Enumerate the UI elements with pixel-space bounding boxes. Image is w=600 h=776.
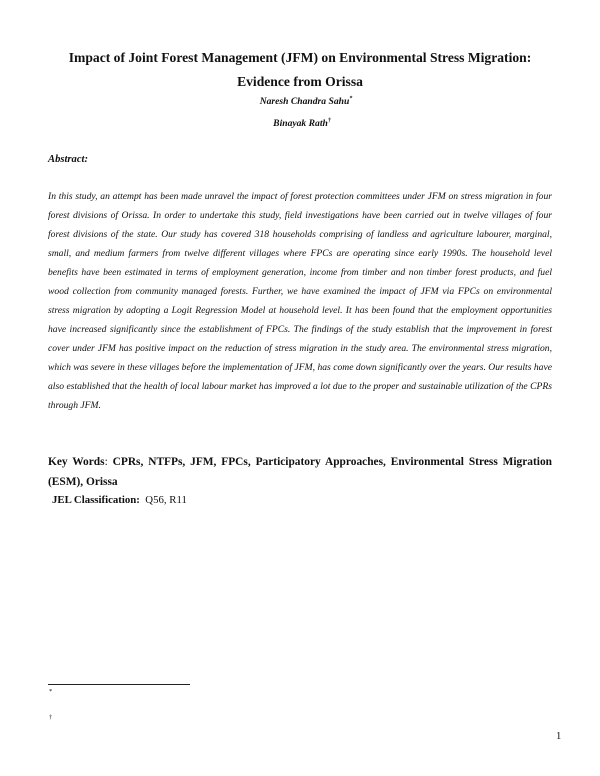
author-footnote-mark: †	[327, 118, 331, 124]
abstract-heading: Abstract:	[48, 154, 89, 165]
author-2	[2, 118, 600, 129]
author-name: Naresh Chandra Sahu	[259, 96, 350, 108]
author-footnote-mark: *	[349, 96, 353, 102]
abstract-body: In this study, an attempt has been made unravel the impact of forest protection committees under JFM on stress migration in four forest divisions of Orissa. In order to undertake this study, field investigations have been carried out in twelve villages of four forest divisions of the state. Our study has covered 318 households comprising of landless and agriculture labourer, marginal, small, and medium farmers from twelve different villages where FPCs are operating since early 1990s. The household level benefits have been estimated in terms of employment generation, income from timber and non timber forest products, and fuel wood collection from community managed forests. Further, we have examined the impact of JFM via FPCs on environmental stress migration by adopting a Logit Regression Model at household level. It has been found that the employment opportunities have increased significantly since the establishment of FPCs. The findings of the study establish that the improvement in forest cover under JFM has positive impact on the reduction of stress migration in the study area. The environmental stress migration, which was severe in these villages before the implementation of JFM, has come down significantly over the years. Our results have also established that the health of local labour market has improved a lot due to the proper and sustainable utilization of the CPRs through JFM.	[48, 191, 552, 411]
author-1	[6, 96, 600, 107]
keywords: Key Words: CPRs, NTFPs, JFM, FPCs, Participatory Approaches, Environmental Stress Migration (ESM), Orissa	[48, 456, 552, 488]
footnote-separator	[48, 684, 190, 685]
page-number: 1	[556, 731, 562, 742]
footnote-2-mark: †	[49, 714, 53, 721]
keywords-value: CPRs, NTFPs, JFM, FPCs, Participatory Approaches, Environmental Stress Migration (ESM), Orissa	[48, 456, 552, 488]
author-name: Binayak Rath	[273, 118, 328, 130]
paper-title	[40, 46, 560, 94]
keywords-label: Key Words	[48, 456, 105, 468]
jel-classification	[52, 494, 187, 506]
title-line-1: Impact of Joint Forest Management (JFM) on Environmental Stress Migration:	[68, 50, 532, 65]
footnote-1-mark: *	[49, 688, 53, 695]
jel-value: Q56, R11	[145, 494, 187, 506]
jel-label: JEL Classification:	[52, 494, 140, 506]
title-line-2: Evidence from Orissa	[237, 74, 363, 89]
